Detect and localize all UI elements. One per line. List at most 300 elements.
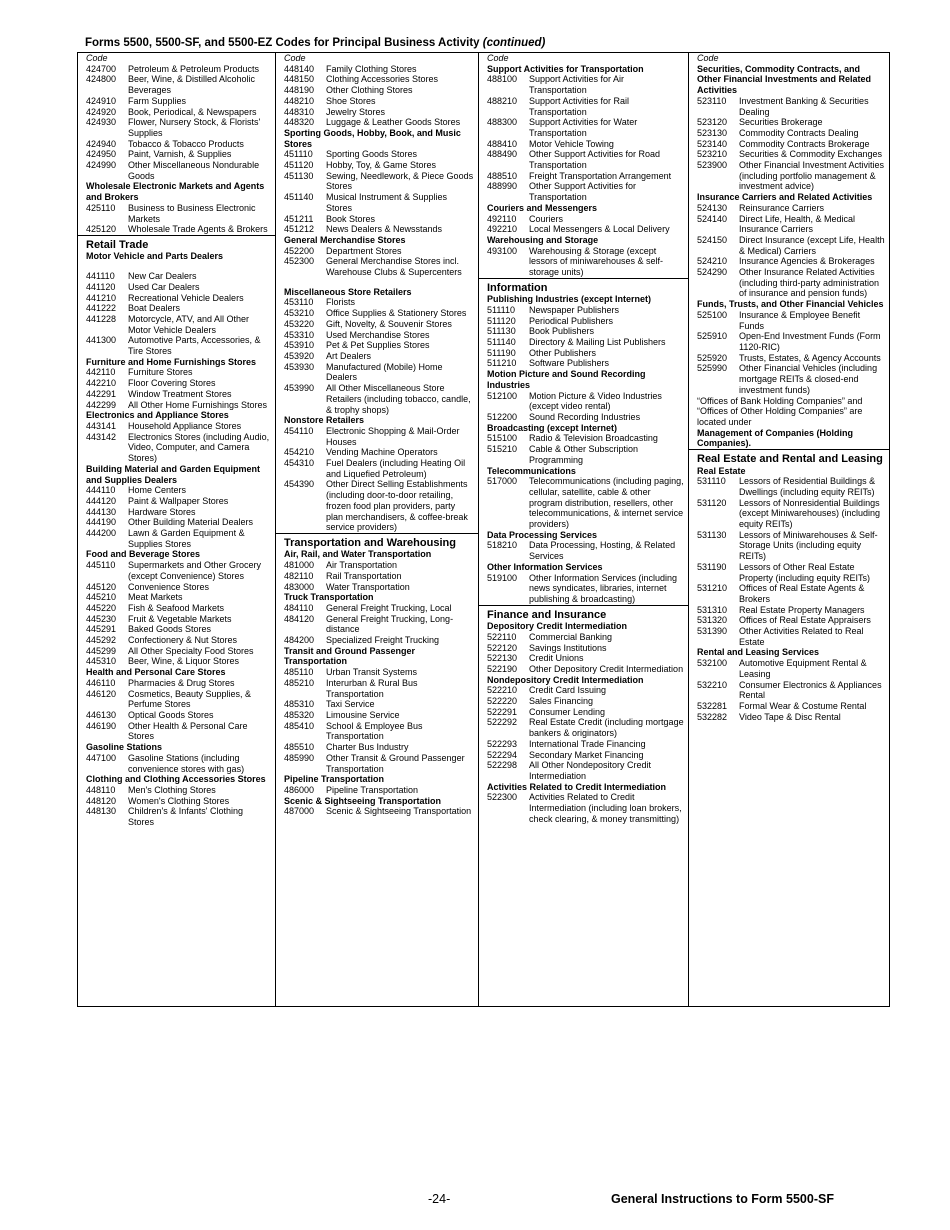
column-1: [78, 53, 275, 1006]
code-entry: [487, 760, 684, 781]
subsection-heading: Securities, Commodity Contracts, and Other Financial Investments and Related Activities: [697, 63, 872, 96]
code-entry: [697, 615, 885, 626]
activity-description: Cosmetics, Beauty Supplies, & Perfume Stores: [128, 688, 252, 710]
subsection-heading: Motor Vehicle and Parts Dealers: [86, 251, 224, 262]
activity-code: 485510: [284, 742, 315, 753]
activity-description: Petroleum & Petroleum Products: [128, 63, 260, 74]
activity-code: 485310: [284, 699, 315, 710]
activity-code: 512200: [487, 412, 518, 422]
code-entry: [487, 171, 684, 182]
activity-description: Business to Business Electronic Markets: [128, 202, 256, 224]
activity-description: Meat Markets: [128, 592, 183, 603]
activity-description: Other Publishers: [529, 347, 597, 358]
code-entry: [86, 485, 271, 496]
activity-code: 448140: [284, 63, 315, 74]
activity-description: Telecommunications (including paging, cellular, satellite, cable & other program distribution, resellers, other telecommunications, & internet service providers): [529, 476, 684, 530]
subsection-heading: Pipeline Transportation: [284, 774, 385, 785]
activity-code: 454110: [284, 425, 314, 436]
activity-description: Consumer Electronics & Appliances Rental: [739, 679, 882, 701]
activity-description: Urban Transit Systems: [326, 667, 418, 678]
activity-code: 453210: [284, 308, 315, 319]
activity-description: Other Support Activities for Transportation: [529, 181, 637, 203]
subsection-heading: Warehousing and Storage: [487, 234, 599, 245]
code-entry: [284, 582, 474, 593]
activity-description: Support Activities for Air Transportation: [529, 74, 625, 96]
activity-code: 492210: [487, 224, 518, 235]
code-entry: [86, 421, 271, 432]
activity-description: Convenience Stores: [128, 581, 210, 592]
activity-description: Household Appliance Stores: [128, 421, 242, 431]
code-entry: [86, 635, 271, 646]
code-entry: [86, 282, 271, 293]
activity-code: 454390: [284, 479, 315, 490]
code-entry: [86, 303, 271, 314]
code-entry: [284, 426, 474, 447]
activity-description: Direct Life, Health, & Medical Insurance Carriers: [739, 213, 856, 235]
activity-description: Florists: [326, 297, 355, 308]
activity-code: 522300: [487, 792, 518, 803]
activity-code: 424910: [86, 95, 117, 106]
activity-code: 531310: [697, 604, 728, 615]
activity-code: 482110: [284, 570, 314, 581]
activity-description: Electronic Shopping & Mail-Order Houses: [326, 425, 460, 447]
activity-description: Other Insurance Related Activities (including third-party administration of insurance and pension funds): [739, 267, 880, 299]
code-entry: [697, 562, 885, 583]
code-entry: [86, 64, 271, 75]
code-entry: [487, 391, 684, 412]
code-entry: [284, 256, 474, 277]
activity-description: Art Dealers: [326, 350, 372, 361]
code-entry: [487, 214, 684, 225]
code-entry: [86, 528, 271, 549]
activity-code: 451120: [284, 160, 314, 171]
code-entry: [697, 160, 885, 192]
code-entry: [697, 353, 885, 364]
subsection-heading: Food and Beverage Stores: [86, 549, 201, 560]
activity-code: 444120: [86, 495, 117, 506]
activity-description: Luggage & Leather Goods Stores: [326, 117, 461, 128]
code-entry: [86, 592, 271, 603]
activity-code: 424990: [86, 160, 117, 171]
code-entry: [86, 806, 271, 827]
activity-code: 445220: [86, 602, 117, 613]
activity-description: Secondary Market Financing: [529, 749, 644, 760]
activity-code: 485110: [284, 667, 314, 678]
activity-description: Pet & Pet Supplies Stores: [326, 340, 430, 351]
code-entry: [284, 297, 474, 308]
activity-code: 454310: [284, 458, 315, 469]
activity-code: 523130: [697, 127, 728, 138]
code-entry: [487, 739, 684, 750]
activity-code: 523120: [697, 117, 728, 128]
activity-description: Limousine Service: [326, 709, 400, 720]
activity-description: Book, Periodical, & Newspapers: [128, 106, 257, 117]
activity-code: 454210: [284, 447, 315, 458]
activity-description: Insurance & Employee Benefit Funds: [739, 309, 861, 331]
activity-code: 451211: [284, 213, 314, 224]
code-entry: [86, 582, 271, 593]
activity-code: 445120: [86, 581, 117, 592]
activity-code: 511120: [487, 315, 516, 326]
code-entry: [697, 583, 885, 604]
spacer: [86, 262, 271, 271]
activity-description: Open-End Investment Funds (Form 1120-RIC): [739, 331, 881, 352]
activity-code: 448130: [86, 806, 117, 817]
code-entry: [487, 316, 684, 327]
activity-code: 446130: [86, 709, 117, 720]
activity-code: 452200: [284, 245, 315, 256]
code-entry: [697, 139, 885, 150]
page-number: -24-: [428, 1192, 451, 1206]
activity-description: Credit Card Issuing: [529, 685, 607, 696]
column-2: [275, 53, 478, 1006]
activity-code: 481000: [284, 560, 315, 571]
activity-description: Support Activities for Rail Transportation: [529, 95, 630, 117]
subsection-heading: Transit and Ground Passenger Transportation: [284, 645, 416, 667]
activity-description: Directory & Mailing List Publishers: [529, 337, 666, 348]
code-entry: [86, 203, 271, 224]
activity-description: Formal Wear & Costume Rental: [739, 700, 867, 711]
code-entry: [284, 351, 474, 362]
code-entry: [697, 203, 885, 214]
activity-description: Hardware Stores: [128, 506, 196, 517]
subsection-heading: Funds, Trusts, and Other Financial Vehicles: [697, 299, 884, 310]
activity-code: 531320: [697, 615, 728, 626]
activity-code: 488410: [487, 138, 518, 149]
activity-description: Fruit & Vegetable Markets: [128, 613, 232, 624]
subsection-heading: Nonstore Retailers: [284, 415, 365, 426]
subsection-heading: Data Processing Services: [487, 529, 598, 540]
activity-description: Direct Insurance (except Life, Health & Medical) Carriers: [739, 234, 885, 256]
code-entry: [284, 362, 474, 383]
subsection-heading: Activities Related to Credit Intermediation: [487, 781, 667, 792]
code-entry: [86, 517, 271, 528]
activity-code: 441222: [86, 303, 117, 314]
code-entry: [487, 696, 684, 707]
activity-description: Commodity Contracts Dealing: [739, 127, 859, 138]
subsection-heading: Health and Personal Care Stores: [86, 667, 226, 678]
activity-description: Securities Brokerage: [739, 117, 823, 128]
code-entry: [697, 530, 885, 562]
column-3: [478, 53, 688, 1006]
code-entry: [487, 632, 684, 643]
activity-description: Shoe Stores: [326, 95, 376, 106]
activity-code: 492110: [487, 213, 517, 224]
subsection-heading: Furniture and Home Furnishings Stores: [86, 356, 257, 367]
activity-code: 522293: [487, 738, 518, 749]
code-entry: [284, 721, 474, 742]
activity-code: 445110: [86, 560, 116, 571]
code-entry: [487, 444, 684, 465]
activity-description: International Trade Financing: [529, 738, 646, 749]
code-entry: [86, 678, 271, 689]
section-block: [78, 235, 275, 828]
activity-description: Lessors of Other Real Estate Property (including equity REITs): [739, 561, 871, 583]
code-column-header: Code: [697, 53, 719, 63]
activity-code: 512100: [487, 390, 518, 401]
activity-description: Warehousing & Storage (except lessors of miniwarehouses & self-storage units): [529, 245, 664, 278]
code-entry: [284, 667, 474, 678]
code-entry: [86, 507, 271, 518]
activity-code: 445292: [86, 635, 117, 646]
activity-code: 453920: [284, 350, 315, 361]
activity-code: 442291: [86, 388, 117, 399]
code-entry: [487, 412, 684, 423]
code-entry: [86, 689, 271, 710]
code-entry: [487, 792, 684, 824]
activity-code: 522294: [487, 749, 518, 760]
activity-description: Offices of Real Estate Appraisers: [739, 615, 871, 626]
activity-code: 511210: [487, 358, 517, 369]
activity-description: Floor Covering Stores: [128, 378, 216, 389]
activity-description: Book Stores: [326, 213, 376, 224]
section-block: [689, 449, 889, 722]
activity-description: Lessors of Nonresidential Buildings (except Miniwarehouses) (including equity REITs): [739, 497, 881, 530]
activity-description: Pharmacies & Drug Stores: [128, 677, 235, 688]
activity-code: 488990: [487, 181, 518, 192]
activity-code: 493100: [487, 245, 518, 256]
code-entry: [487, 717, 684, 738]
code-entry: [284, 308, 474, 319]
section-heading: Finance and Insurance: [487, 608, 607, 621]
activity-description: Scenic & Sightseeing Transportation: [326, 806, 472, 817]
column-4: [688, 53, 889, 1006]
activity-code: 532281: [697, 700, 728, 711]
activity-description: Flower, Nursery Stock, & Florists' Supplies: [128, 117, 261, 138]
activity-description: All Other Home Furnishings Stores: [128, 399, 268, 410]
activity-code: 445210: [86, 592, 117, 603]
activity-code: 524140: [697, 213, 728, 224]
subsection-heading: Rental and Leasing Services: [697, 647, 820, 658]
activity-description: Local Messengers & Local Delivery: [529, 224, 670, 235]
code-entry: [697, 235, 885, 256]
activity-code: 448310: [284, 106, 315, 117]
code-entry: [284, 635, 474, 646]
code-entry: [284, 107, 474, 118]
code-entry: [487, 246, 684, 278]
activity-code: 488100: [487, 74, 518, 85]
activity-code: 488210: [487, 95, 518, 106]
activity-description: New Car Dealers: [128, 271, 197, 282]
activity-description: Other Support Activities for Road Transportation: [529, 149, 661, 171]
activity-code: 444110: [86, 485, 116, 496]
activity-code: 453310: [284, 329, 315, 340]
activity-description: Cable & Other Subscription Programming: [529, 444, 639, 465]
subsection-heading: Electronics and Appliance Stores: [86, 410, 229, 421]
activity-description: All Other Miscellaneous Store Retailers (including tobacco, candle, & trophy shops): [326, 383, 471, 415]
code-entry: [697, 498, 885, 530]
activity-code: 445299: [86, 645, 117, 656]
activity-description: Musical Instrument & Supplies Stores: [326, 192, 448, 213]
activity-code: 453990: [284, 383, 315, 394]
activity-description: Other Clothing Stores: [326, 85, 413, 96]
activity-description: Beer, Wine, & Distilled Alcoholic Beverages: [128, 74, 256, 96]
activity-code: 424920: [86, 106, 117, 117]
code-entry: [697, 149, 885, 160]
subsection-heading: Motion Picture and Sound Recording Industries: [487, 369, 646, 390]
activity-description: Sales Financing: [529, 696, 594, 707]
code-entry: [284, 246, 474, 257]
activity-code: 445291: [86, 624, 117, 635]
activity-description: Interurban & Rural Bus Transportation: [326, 677, 418, 699]
code-entry: [487, 664, 684, 675]
code-column-header: Code: [86, 53, 108, 63]
activity-code: 424940: [86, 138, 117, 149]
code-entry: [284, 214, 474, 225]
code-entry: [487, 224, 684, 235]
activity-description: Sewing, Needlework, & Piece Goods Stores: [326, 170, 474, 192]
code-entry: [487, 139, 684, 150]
activity-code: 425120: [86, 224, 117, 235]
activity-description: Fish & Seafood Markets: [128, 602, 225, 613]
code-entry: [284, 383, 474, 415]
activity-description: Paint, Varnish, & Supplies: [128, 149, 232, 160]
activity-description: School & Employee Bus Transportation: [326, 720, 423, 742]
activity-description: Real Estate Property Managers: [739, 604, 865, 615]
activity-description: Vending Machine Operators: [326, 447, 438, 458]
activity-description: All Other Specialty Food Stores: [128, 645, 254, 656]
activity-code: 446190: [86, 720, 117, 731]
code-entry: [487, 305, 684, 316]
section-block: [689, 53, 889, 449]
activity-code: 523900: [697, 160, 728, 171]
activity-code: 451212: [284, 224, 315, 235]
activity-description: Paint & Wallpaper Stores: [128, 495, 229, 506]
activity-description: Pipeline Transportation: [326, 784, 419, 795]
activity-code: 443141: [86, 421, 117, 431]
activity-description: Savings Institutions: [529, 642, 607, 653]
subsection-heading: Nondepository Credit Intermediation: [487, 674, 644, 685]
activity-description: Gasoline Stations (including convenience stores with gas): [128, 752, 245, 774]
code-entry: [697, 701, 885, 712]
activity-description: Taxi Service: [326, 699, 375, 710]
code-entry: [487, 653, 684, 664]
section-block: [276, 533, 478, 817]
activity-description: Children's & Infants' Clothing Stores: [128, 806, 243, 828]
activity-code: 453110: [284, 297, 314, 308]
activity-description: Other Financial Vehicles (including mortgage REITs & closed-end investment funds): [739, 363, 878, 395]
activity-description: Tobacco & Tobacco Products: [128, 138, 244, 149]
subsection-heading: Sporting Goods, Hobby, Book, and Music Stores: [284, 127, 461, 149]
activity-description: General Freight Trucking, Long-distance: [326, 613, 454, 635]
subsection-heading: Scenic & Sightseeing Transportation: [284, 795, 442, 806]
page-title: Forms 5500, 5500-SF, and 5500-EZ Codes for Principal Business Activity (continued): [85, 37, 546, 49]
subsection-heading: Clothing and Clothing Accessories Stores: [86, 774, 266, 785]
activity-description: Baked Goods Stores: [128, 624, 212, 635]
activity-description: Other Financial Investment Activities (including portfolio management & investment advice): [739, 160, 885, 192]
spacer: [284, 278, 474, 287]
activity-code: 511140: [487, 337, 516, 348]
subsection-heading: Real Estate: [697, 465, 746, 476]
activity-description: Other Transit & Ground Passenger Transportation: [326, 752, 465, 774]
code-entry: [86, 710, 271, 721]
activity-code: 453910: [284, 340, 315, 351]
activity-code: 448320: [284, 117, 315, 128]
activity-code: 522291: [487, 706, 518, 717]
activity-description: Automotive Equipment Rental & Leasing: [739, 658, 867, 679]
activity-description: Motor Vehicle Towing: [529, 138, 614, 149]
activity-code: 425110: [86, 202, 116, 213]
activity-description: Farm Supplies: [128, 95, 187, 106]
code-entry: [487, 181, 684, 202]
activity-description: Other Health & Personal Care Stores: [128, 720, 248, 742]
activity-code: 485990: [284, 752, 315, 763]
activity-description: Radio & Television Broadcasting: [529, 433, 658, 444]
activity-description: Other Information Services (including news syndicates, libraries, internet publishing & broadcasting): [529, 572, 678, 604]
code-entry: [697, 128, 885, 139]
activity-code: 444200: [86, 528, 117, 539]
activity-code: 441110: [86, 271, 115, 282]
code-entry: [284, 614, 474, 635]
activity-code: 511190: [487, 347, 516, 358]
code-entry: [284, 64, 474, 75]
activity-code: 531390: [697, 626, 728, 637]
activity-description: Wholesale Trade Agents & Brokers: [128, 224, 268, 235]
section-heading: Retail Trade: [86, 238, 149, 251]
code-entry: [284, 753, 474, 774]
activity-code: 511110: [487, 304, 516, 315]
code-entry: [86, 74, 271, 95]
activity-code: 485210: [284, 677, 315, 688]
activity-description: Automotive Parts, Accessories, & Tire Stores: [128, 335, 261, 357]
activity-code: 441120: [86, 281, 116, 292]
activity-description: Used Car Dealers: [128, 281, 200, 292]
activity-code: 524290: [697, 267, 728, 278]
code-entry: [86, 496, 271, 507]
section-block: [479, 605, 688, 825]
activity-description: Window Treatment Stores: [128, 388, 232, 399]
activity-code: 531110: [697, 476, 726, 487]
activity-code: 488510: [487, 170, 518, 181]
activity-code: 524150: [697, 234, 728, 245]
subsection-heading: Management of Companies (Holding Companies).: [697, 427, 854, 449]
activity-code: 523210: [697, 149, 728, 160]
code-entry: [86, 560, 271, 581]
activity-code: 485410: [284, 720, 315, 731]
footer-document-title: General Instructions to Form 5500-SF: [611, 1192, 834, 1206]
activity-description: Fuel Dealers (including Heating Oil and Liquefied Petroleum): [326, 458, 466, 479]
activity-description: Offices of Real Estate Agents & Brokers: [739, 583, 865, 604]
activity-code: 441228: [86, 313, 117, 324]
activity-description: Manufactured (Mobile) Home Dealers: [326, 361, 443, 383]
activity-description: Insurance Agencies & Brokerages: [739, 256, 875, 267]
code-entry: [86, 656, 271, 667]
code-entry: [487, 358, 684, 369]
code-entry: [697, 117, 885, 128]
activity-description: Reinsurance Carriers: [739, 202, 825, 213]
activity-code: 522120: [487, 642, 518, 653]
activity-description: Activities Related to Credit Intermediation (including loan brokers, check clearing, & money transmitting): [529, 792, 682, 824]
activity-code: 448120: [86, 795, 117, 806]
activity-description: Electronics Stores (including Audio, Video, Computer, and Camera Stores): [128, 431, 270, 464]
activity-description: Motorcycle, ATV, and All Other Motor Vehicle Dealers: [128, 313, 250, 335]
activity-description: Periodical Publishers: [529, 315, 614, 326]
code-entry: [284, 479, 474, 533]
subsection-heading: Insurance Carriers and Related Activities: [697, 192, 873, 203]
code-entry: [86, 224, 271, 235]
activity-description: Used Merchandise Stores: [326, 329, 430, 340]
activity-description: Credit Unions: [529, 653, 584, 664]
code-entry: [284, 74, 474, 85]
code-entry: [284, 192, 474, 213]
code-entry: [284, 330, 474, 341]
code-entry: [487, 326, 684, 337]
activity-code: 522190: [487, 663, 518, 674]
code-entry: [487, 348, 684, 359]
code-entry: [284, 806, 474, 817]
code-entry: [697, 476, 885, 497]
code-entry: [697, 256, 885, 267]
